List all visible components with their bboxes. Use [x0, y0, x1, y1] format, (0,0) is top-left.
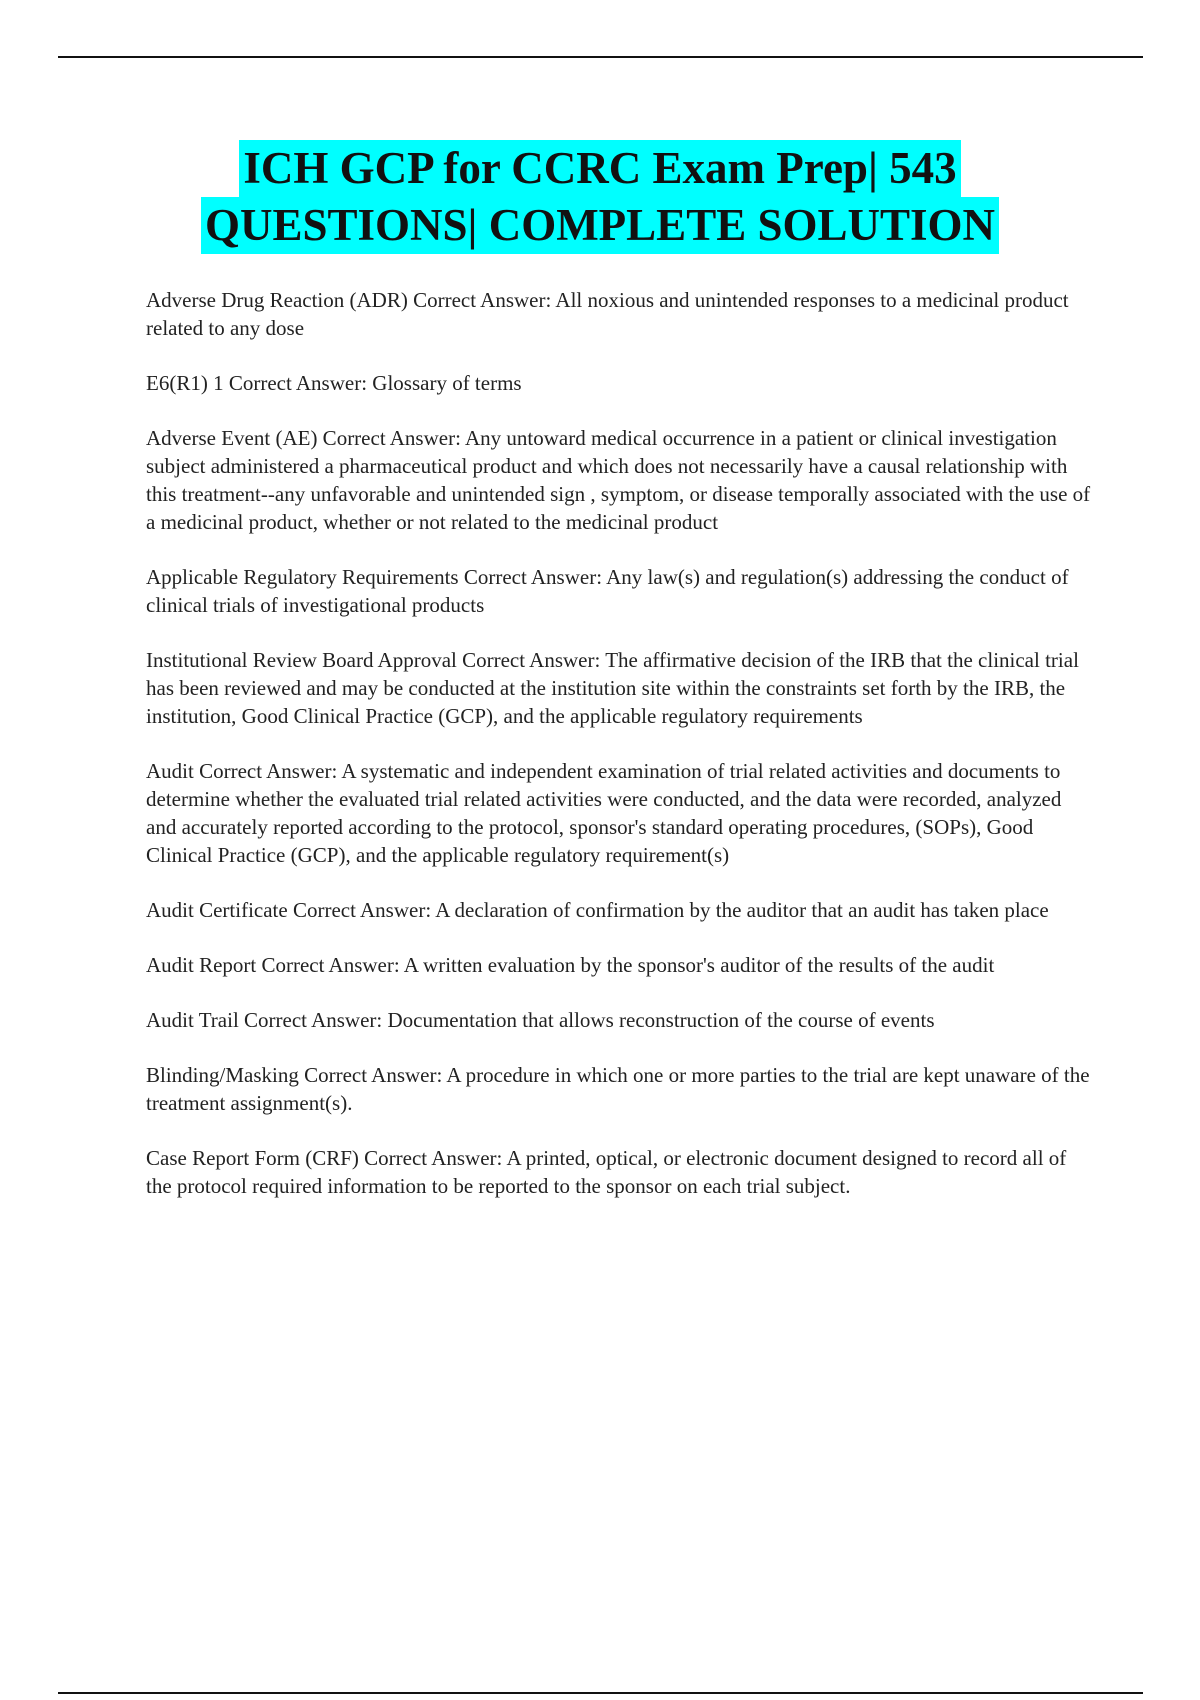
document-title	[0, 140, 1200, 254]
title-line-1: ICH GCP for CCRC Exam Prep| 543	[239, 140, 960, 197]
qa-entry-adr: Adverse Drug Reaction (ADR) Correct Answer: All noxious and unintended responses to a medicinal product related to any dose	[146, 288, 1069, 340]
qa-entry-adverse-event: Adverse Event (AE) Correct Answer: Any untoward medical occurrence in a patient or clinical investigation subject administered a pharmaceutical product and which does not necessarily have a causal relationship with this treatment--any unfavorable and unintended sign , symptom, or disease temporally associated with the use of a medicinal product, whether or not related to the medicinal product	[146, 426, 1091, 534]
qa-list	[146, 286, 1096, 1227]
title-line-2: QUESTIONS| COMPLETE SOLUTION	[201, 197, 999, 254]
bottom-rule	[58, 1692, 1143, 1694]
top-rule	[58, 56, 1143, 58]
qa-entry-e6r1: E6(R1) 1 Correct Answer: Glossary of terms	[146, 371, 522, 395]
qa-entry-audit: Audit Correct Answer: A systematic and independent examination of trial related activities and documents to determine whether the evaluated trial related activities were conducted, and the data were recorded, analyzed and accurately reported according to the protocol, sponsor's standard operating procedures, (SOPs), Good Clinical Practice (GCP), and the applicable regulatory requirement(s)	[146, 759, 1062, 867]
qa-entry-audit-trail: Audit Trail Correct Answer: Documentation that allows reconstruction of the course of events	[146, 1008, 935, 1032]
qa-entry-case-report-form: Case Report Form (CRF) Correct Answer: A printed, optical, or electronic document designed to record all of the protocol required information to be reported to the sponsor on each trial subject.	[146, 1146, 1067, 1198]
qa-entry-irb-approval: Institutional Review Board Approval Correct Answer: The affirmative decision of the IRB that the clinical trial has been reviewed and may be conducted at the institution site within the constraints set forth by the IRB, the institution, Good Clinical Practice (GCP), and the applicable regulatory requirements	[146, 648, 1079, 728]
qa-entry-regulatory-requirements: Applicable Regulatory Requirements Correct Answer: Any law(s) and regulation(s) addressing the conduct of clinical trials of investigational products	[146, 565, 1069, 617]
qa-entry-blinding-masking: Blinding/Masking Correct Answer: A procedure in which one or more parties to the trial are kept unaware of the treatment assignment(s).	[146, 1063, 1090, 1115]
qa-entry-audit-certificate: Audit Certificate Correct Answer: A declaration of confirmation by the auditor that an audit has taken place	[146, 898, 1049, 922]
qa-entry-audit-report: Audit Report Correct Answer: A written evaluation by the sponsor's auditor of the results of the audit	[146, 953, 995, 977]
